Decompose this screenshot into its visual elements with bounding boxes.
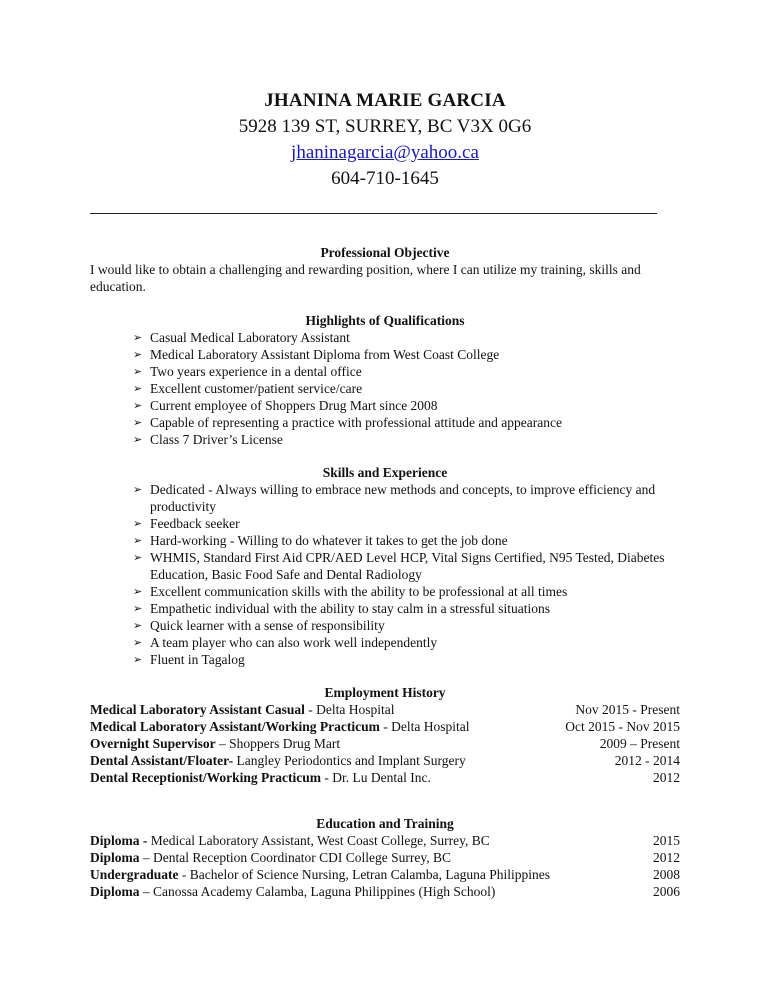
- skills-list: [90, 481, 680, 668]
- arrow-bullet-icon: ➢: [133, 382, 143, 395]
- list-item: ➢ Casual Medical Laboratory Assistant: [133, 330, 350, 345]
- arrow-bullet-icon: ➢: [133, 619, 143, 632]
- list-item: ➢ Current employee of Shoppers Drug Mart since 2008: [133, 398, 438, 413]
- list-item: ➢ Quick learner with a sense of responsibility: [133, 618, 385, 633]
- table-row: Dental Assistant/Floater- Langley Periodontics and Implant Surgery 2012 - 2014: [90, 753, 680, 768]
- table-row: Diploma - Medical Laboratory Assistant, West Coast College, Surrey, BC 2015: [90, 833, 680, 848]
- arrow-bullet-icon: ➢: [133, 331, 143, 344]
- resume-header: [90, 88, 680, 192]
- table-row: Diploma – Canossa Academy Calamba, Laguna Philippines (High School) 2006: [90, 884, 680, 899]
- table-row: Undergraduate - Bachelor of Science Nursing, Letran Calamba, Laguna Philippines 2008: [90, 867, 680, 882]
- arrow-bullet-icon: ➢: [133, 653, 143, 666]
- skills-title: Skills and Experience: [322, 465, 448, 480]
- list-item: ➢ Excellent customer/patient service/care: [133, 381, 363, 396]
- list-item: ➢ Class 7 Driver’s License: [133, 432, 283, 447]
- list-item: ➢ Dedicated - Always willing to embrace new methods and concepts, to improve efficiency and productivity: [133, 482, 656, 514]
- arrow-bullet-icon: ➢: [133, 636, 143, 649]
- email-link[interactable]: jhaninagarcia@yahoo.ca: [291, 142, 479, 163]
- objective-text: I would like to obtain a challenging and rewarding position, where I can utilize my training, skills and education.: [90, 262, 641, 294]
- arrow-bullet-icon: ➢: [133, 365, 143, 378]
- address: 5928 139 ST, SURREY, BC V3X 0G6: [238, 116, 532, 137]
- arrow-bullet-icon: ➢: [133, 534, 143, 547]
- list-item: ➢ Hard-working - Willing to do whatever it takes to get the job done: [133, 533, 508, 548]
- header-divider: [90, 213, 657, 214]
- table-row: Overnight Supervisor – Shoppers Drug Mart 2009 – Present: [90, 736, 680, 751]
- list-item: ➢ Feedback seeker: [133, 516, 240, 531]
- list-item: ➢ Medical Laboratory Assistant Diploma from West Coast College: [133, 347, 500, 362]
- arrow-bullet-icon: ➢: [133, 585, 143, 598]
- table-row: Dental Receptionist/Working Practicum - Dr. Lu Dental Inc. 2012: [90, 770, 680, 785]
- arrow-bullet-icon: ➢: [133, 551, 143, 564]
- arrow-bullet-icon: ➢: [133, 602, 143, 615]
- highlights-list: [90, 329, 680, 448]
- employment-title: Employment History: [324, 685, 446, 700]
- arrow-bullet-icon: ➢: [133, 348, 143, 361]
- arrow-bullet-icon: ➢: [133, 483, 143, 496]
- objective-title: Professional Objective: [320, 245, 450, 260]
- objective-section: [90, 244, 680, 295]
- list-item: ➢ Fluent in Tagalog: [133, 652, 245, 667]
- phone: 604-710-1645: [331, 168, 439, 189]
- list-item: ➢ WHMIS, Standard First Aid CPR/AED Level HCP, Vital Signs Certified, N95 Tested, Diabetes Education, Basic Food Safe and Dental Radiology: [133, 550, 665, 582]
- highlights-title: Highlights of Qualifications: [305, 313, 465, 328]
- highlights-section: [90, 312, 680, 448]
- skills-section: [90, 464, 680, 668]
- list-item: ➢ Two years experience in a dental office: [133, 364, 362, 379]
- arrow-bullet-icon: ➢: [133, 416, 143, 429]
- arrow-bullet-icon: ➢: [133, 399, 143, 412]
- arrow-bullet-icon: ➢: [133, 517, 143, 530]
- education-title: Education and Training: [316, 816, 454, 831]
- table-row: Medical Laboratory Assistant Casual - Delta Hospital Nov 2015 - Present: [90, 702, 680, 717]
- table-row: Medical Laboratory Assistant/Working Practicum - Delta Hospital Oct 2015 - Nov 2015: [90, 719, 680, 734]
- table-row: Diploma – Dental Reception Coordinator CDI College Surrey, BC 2012: [90, 850, 680, 865]
- list-item: ➢ Excellent communication skills with the ability to be professional at all times: [133, 584, 568, 599]
- education-section: [90, 815, 680, 900]
- list-item: ➢ Empathetic individual with the ability to stay calm in a stressful situations: [133, 601, 551, 616]
- candidate-name: JHANINA MARIE GARCIA: [264, 90, 506, 111]
- employment-section: [90, 684, 680, 786]
- list-item: ➢ Capable of representing a practice with professional attitude and appearance: [133, 415, 562, 430]
- arrow-bullet-icon: ➢: [133, 433, 143, 446]
- list-item: ➢ A team player who can also work well independently: [133, 635, 438, 650]
